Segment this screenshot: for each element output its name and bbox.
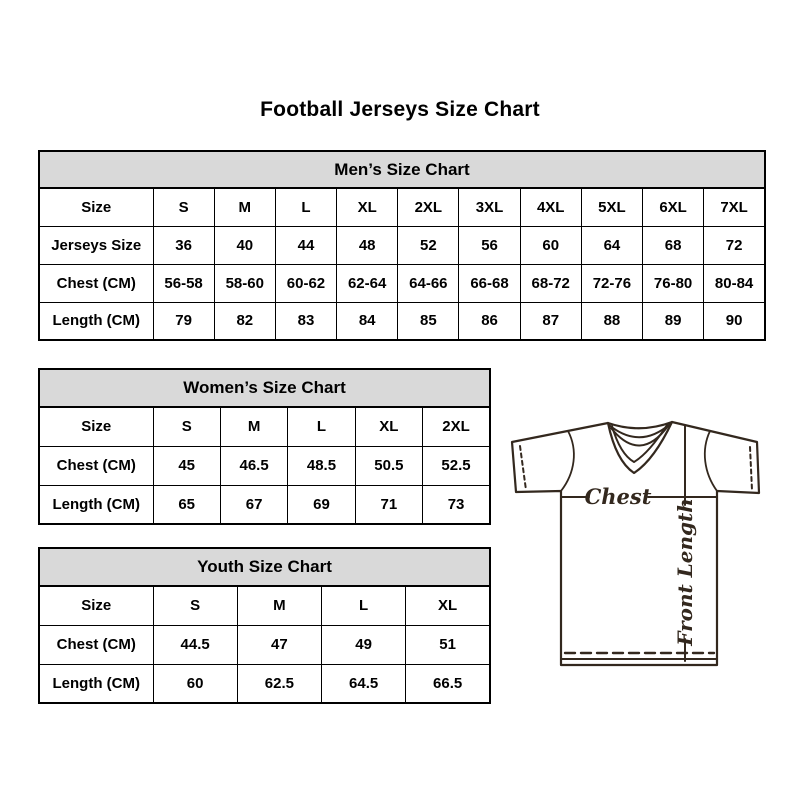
table-row: [39, 264, 765, 302]
table-title-row: [39, 151, 765, 188]
value-cell: 65: [153, 485, 220, 524]
table-row: [39, 302, 765, 340]
value-cell: 67: [220, 485, 287, 524]
women-table-title: Women’s Size Chart: [39, 369, 490, 407]
youth-table-title: Youth Size Chart: [39, 548, 490, 586]
youth-size-chart: [38, 547, 491, 704]
value-cell: 71: [355, 485, 422, 524]
front-length-label: Front Length: [673, 498, 697, 646]
column-header-cell: 2XL: [423, 407, 490, 446]
value-cell: 90: [704, 302, 765, 340]
column-header-cell: 7XL: [704, 188, 765, 226]
value-cell: 62-64: [337, 264, 398, 302]
mens-size-table: [38, 150, 766, 341]
value-cell: 62.5: [237, 664, 321, 703]
column-header-cell: 4XL: [520, 188, 581, 226]
womens-size-table: [38, 368, 491, 525]
value-cell: 52.5: [423, 446, 490, 485]
men-table-title: Men’s Size Chart: [39, 151, 765, 188]
column-header-cell: 5XL: [581, 188, 642, 226]
row-label-cell: Size: [39, 188, 153, 226]
value-cell: 50.5: [355, 446, 422, 485]
value-cell: 72: [704, 226, 765, 264]
column-header-cell: M: [214, 188, 275, 226]
value-cell: 56: [459, 226, 520, 264]
row-label-cell: Length (CM): [39, 664, 153, 703]
value-cell: 64.5: [322, 664, 406, 703]
column-header-cell: L: [288, 407, 355, 446]
size-header-row: [39, 407, 490, 446]
table-title-row: [39, 369, 490, 407]
jersey-outline: [512, 422, 759, 665]
column-header-cell: S: [153, 586, 237, 625]
value-cell: 76-80: [643, 264, 704, 302]
row-label-cell: Size: [39, 586, 153, 625]
table-row: [39, 446, 490, 485]
table-row: [39, 664, 490, 703]
value-cell: 68-72: [520, 264, 581, 302]
value-cell: 72-76: [581, 264, 642, 302]
value-cell: 64-66: [398, 264, 459, 302]
column-header-cell: M: [237, 586, 321, 625]
value-cell: 79: [153, 302, 214, 340]
value-cell: 69: [288, 485, 355, 524]
table-row: [39, 226, 765, 264]
value-cell: 45: [153, 446, 220, 485]
row-label-cell: Length (CM): [39, 302, 153, 340]
row-label-cell: Chest (CM): [39, 625, 153, 664]
size-header-row: [39, 586, 490, 625]
column-header-cell: L: [275, 188, 336, 226]
value-cell: 51: [406, 625, 490, 664]
value-cell: 73: [423, 485, 490, 524]
value-cell: 84: [337, 302, 398, 340]
value-cell: 87: [520, 302, 581, 340]
table-row: [39, 485, 490, 524]
value-cell: 52: [398, 226, 459, 264]
value-cell: 85: [398, 302, 459, 340]
column-header-cell: 2XL: [398, 188, 459, 226]
value-cell: 58-60: [214, 264, 275, 302]
row-label-cell: Jerseys Size: [39, 226, 153, 264]
value-cell: 80-84: [704, 264, 765, 302]
value-cell: 88: [581, 302, 642, 340]
value-cell: 36: [153, 226, 214, 264]
column-header-cell: L: [322, 586, 406, 625]
page-title: Football Jerseys Size Chart: [260, 98, 540, 121]
column-header-cell: 3XL: [459, 188, 520, 226]
men-size-chart: [38, 150, 766, 341]
value-cell: 56-58: [153, 264, 214, 302]
column-header-cell: M: [220, 407, 287, 446]
jersey-measurement-diagram: [505, 403, 768, 673]
table-title-row: [39, 548, 490, 586]
column-header-cell: XL: [355, 407, 422, 446]
value-cell: 40: [214, 226, 275, 264]
value-cell: 49: [322, 625, 406, 664]
value-cell: 48.5: [288, 446, 355, 485]
value-cell: 66.5: [406, 664, 490, 703]
value-cell: 64: [581, 226, 642, 264]
value-cell: 44: [275, 226, 336, 264]
value-cell: 89: [643, 302, 704, 340]
table-row: [39, 625, 490, 664]
size-header-row: [39, 188, 765, 226]
value-cell: 47: [237, 625, 321, 664]
women-size-chart: [38, 368, 491, 525]
youth-size-table: [38, 547, 491, 704]
column-header-cell: S: [153, 188, 214, 226]
value-cell: 60: [520, 226, 581, 264]
chest-label: Chest: [584, 484, 652, 509]
value-cell: 60-62: [275, 264, 336, 302]
value-cell: 44.5: [153, 625, 237, 664]
value-cell: 60: [153, 664, 237, 703]
value-cell: 83: [275, 302, 336, 340]
row-label-cell: Size: [39, 407, 153, 446]
value-cell: 66-68: [459, 264, 520, 302]
column-header-cell: S: [153, 407, 220, 446]
row-label-cell: Length (CM): [39, 485, 153, 524]
row-label-cell: Chest (CM): [39, 264, 153, 302]
value-cell: 82: [214, 302, 275, 340]
column-header-cell: XL: [337, 188, 398, 226]
column-header-cell: 6XL: [643, 188, 704, 226]
value-cell: 46.5: [220, 446, 287, 485]
value-cell: 68: [643, 226, 704, 264]
column-header-cell: XL: [406, 586, 490, 625]
value-cell: 48: [337, 226, 398, 264]
row-label-cell: Chest (CM): [39, 446, 153, 485]
value-cell: 86: [459, 302, 520, 340]
